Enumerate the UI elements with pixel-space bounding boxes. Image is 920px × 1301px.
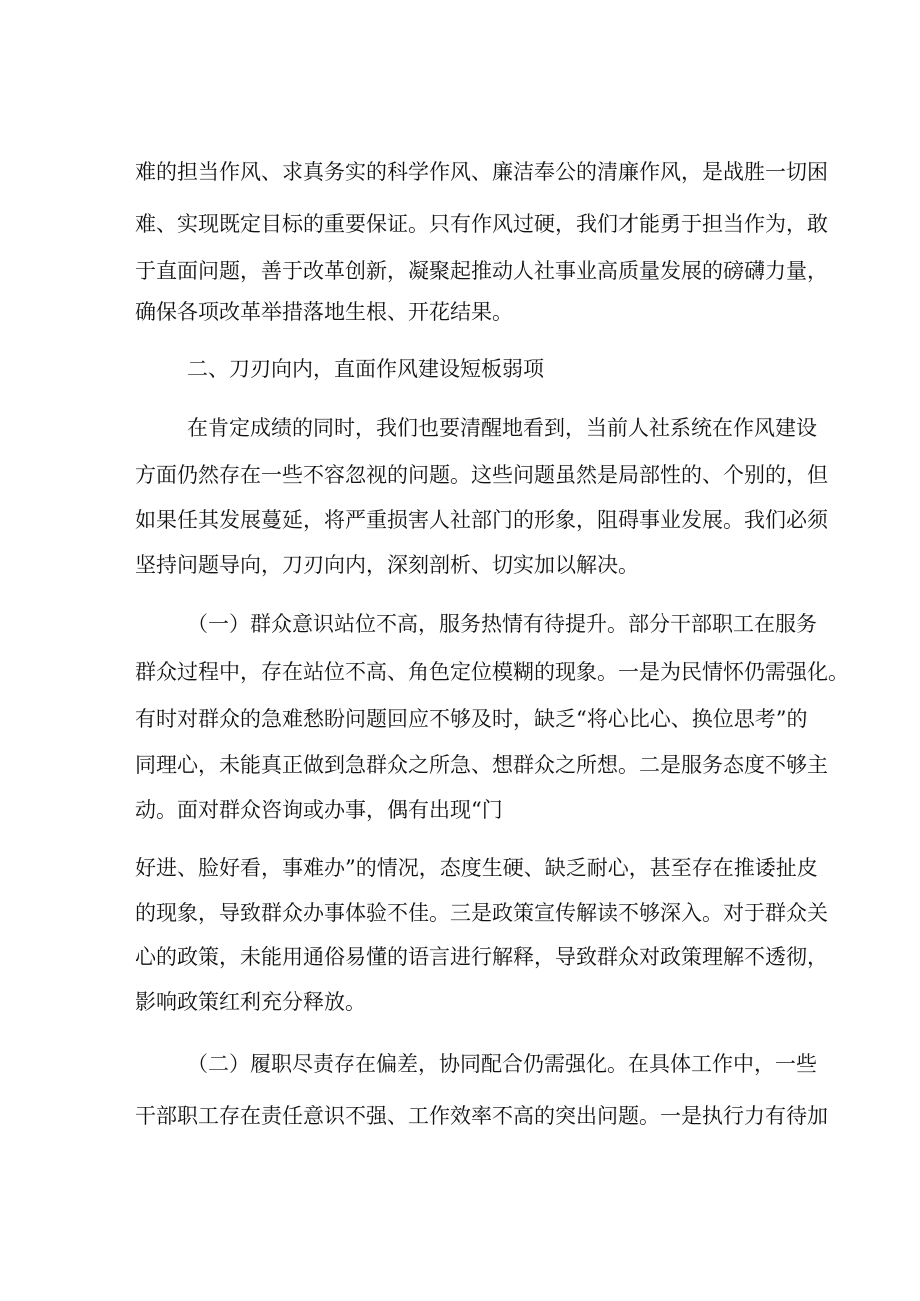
paragraph-3-line-2: 群众过程中，存在站位不高、角色定位模糊的现象。一是为民情怀仍需强化。: [135, 660, 849, 684]
paragraph-3-line-4: 同理心，未能真正做到急群众之所急、想群众之所想。二是服务态度不够主: [135, 753, 828, 777]
paragraph-2-line-4: 坚持问题导向，刀刃向内，深刻剖析、切实加以解决。: [135, 553, 639, 577]
paragraph-4-line-3: 心的政策，未能用通俗易懂的语言进行解释，导致群众对政策理解不透彻，: [135, 945, 828, 969]
paragraph-2-line-1: 在肯定成绩的同时，我们也要清醒地看到，当前人社系统在作风建设: [187, 416, 817, 440]
paragraph-2-line-2: 方面仍然存在一些不容忽视的问题。这些问题虽然是局部性的、个别的，但: [135, 463, 828, 487]
section-heading-2: 二、刀刃向内，直面作风建设短板弱项: [187, 357, 544, 381]
paragraph-3-line-5: 动。面对群众咨询或办事，偶有出现“门: [135, 798, 503, 822]
paragraph-4-line-4: 影响政策红利充分释放。: [135, 990, 366, 1014]
paragraph-5-line-2: 干部职工存在责任意识不强、工作效率不高的突出问题。一是执行力有待加: [135, 1104, 828, 1128]
paragraph-2-line-3: 如果任其发展蔓延，将严重损害人社部门的形象，阻碍事业发展。我们必须: [135, 508, 828, 532]
paragraph-1-line-2: 难、实现既定目标的重要保证。只有作风过硬，我们才能勇于担当作为，敢: [135, 212, 828, 236]
paragraph-3-line-1: （一）群众意识站位不高，服务热情有待提升。部分干部职工在服务: [187, 612, 817, 636]
paragraph-4-line-2: 的现象，导致群众办事体验不佳。三是政策宣传解读不够深入。对于群众关: [135, 901, 828, 925]
paragraph-1-line-4: 确保各项改革举措落地生根、开花结果。: [135, 300, 513, 324]
paragraph-5-line-1: （二）履职尽责存在偏差，协同配合仍需强化。在具体工作中，一些: [187, 1052, 817, 1076]
paragraph-1-line-3: 于直面问题，善于改革创新，凝聚起推动人社事业高质量发展的磅礴力量，: [135, 259, 828, 283]
paragraph-1-line-1: 难的担当作风、求真务实的科学作风、廉洁奉公的清廉作风，是战胜一切困: [135, 160, 828, 184]
paragraph-4-line-1: 好进、脸好看，事难办”的情况，态度生硬、缺乏耐心，甚至存在推诿扯皮: [135, 856, 818, 880]
paragraph-3-line-3: 有时对群众的急难愁盼问题回应不够及时，缺乏“将心比心、换位思考”的: [135, 707, 808, 731]
